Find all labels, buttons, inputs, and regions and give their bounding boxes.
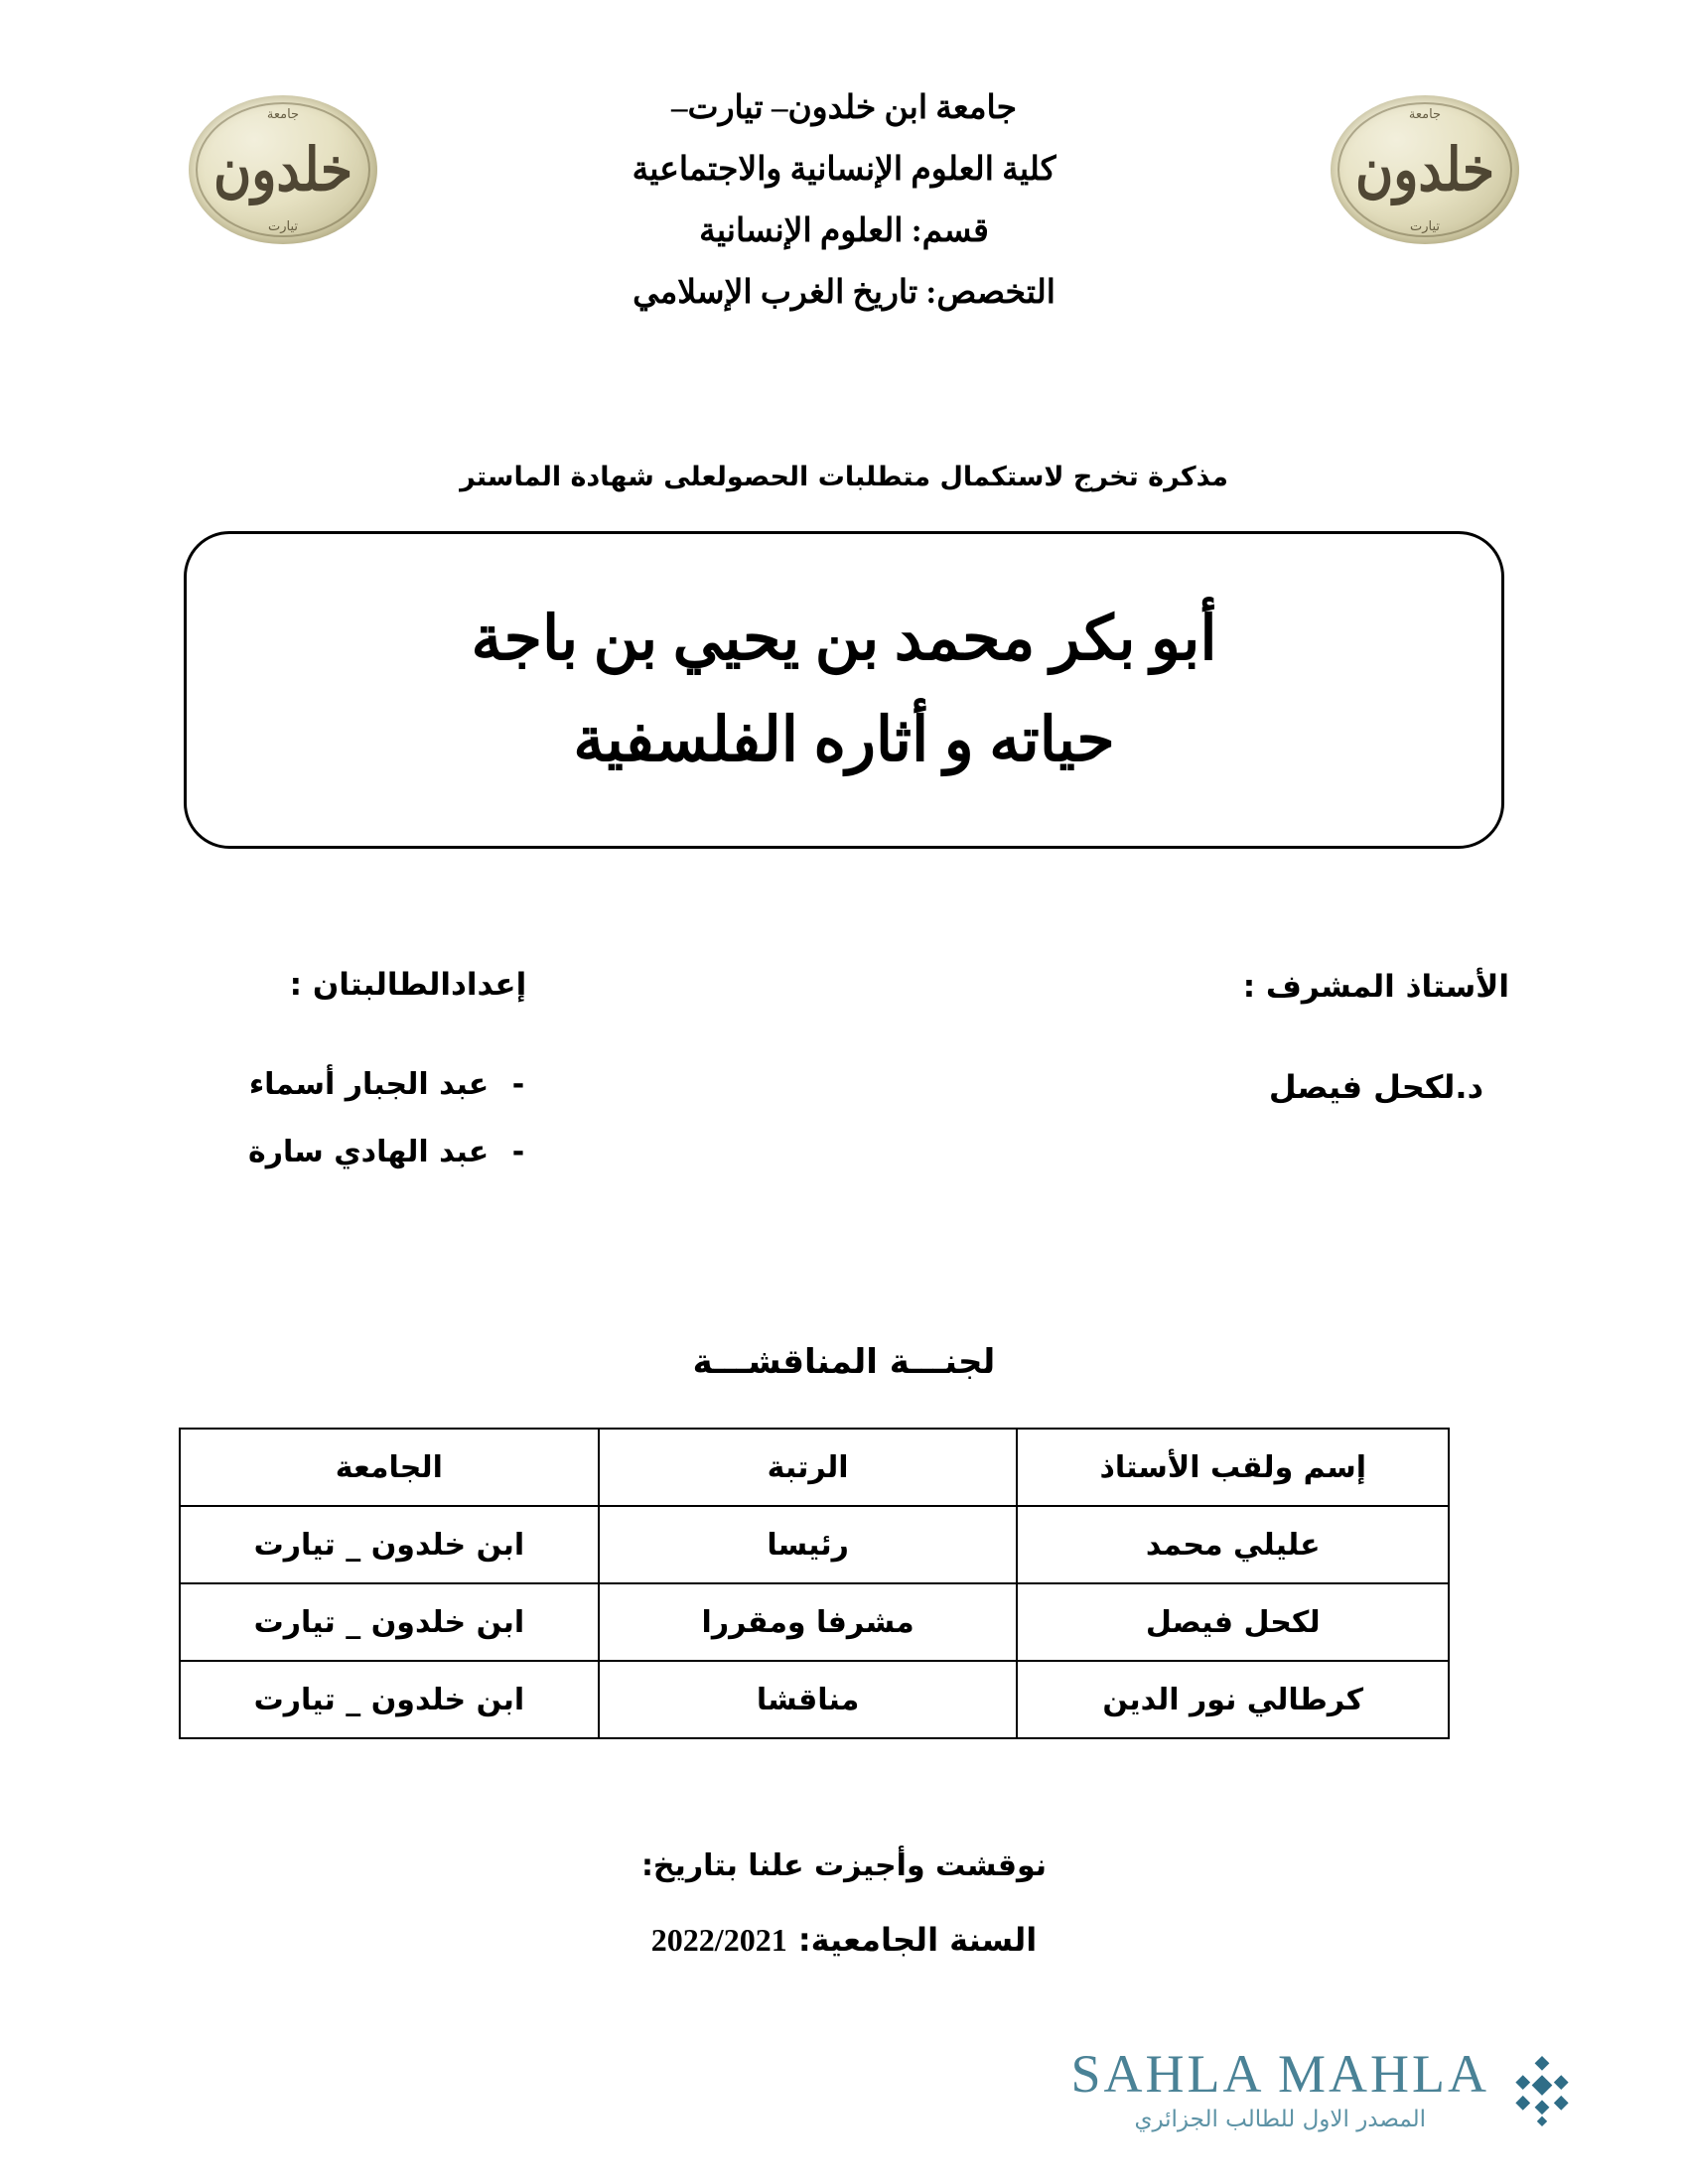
logo-micro-bottom: تيارت [267,219,299,234]
header [0,77,1688,375]
defense-date-label: نوقشت وأجيزت علنا بتاريخ: [640,1848,1048,1883]
sahla-mahla-logo-icon [1505,2053,1579,2126]
cell-name: كرطالي نور الدين [1017,1661,1449,1738]
column-header-name: إسم ولقب الأستاذ [1017,1429,1449,1506]
cell-university: ابن خلدون _ تيارت [180,1506,599,1583]
supervisor-column [1243,958,1509,1121]
list-item: - عبد الجبار أسماء [248,1051,489,1119]
cell-rank: مشرفا ومقررا [599,1583,1018,1661]
logo-micro-top: جامعة [266,107,300,122]
supervisor-name: د.لكحل فيصل [1268,1068,1483,1106]
cell-name: لكحل فيصل [1017,1583,1449,1661]
thesis-title-line-2: حياته و أثاره الفلسفية [573,707,1115,774]
memo-statement: مذكرة تخرج لاستكمال متطلبات الحصولعلى شهادة الماستر [460,462,1228,492]
department-name: قسم: العلوم الإنسانية [699,213,989,249]
supervisor-label: الأستاذ المشرف : [1242,969,1509,1005]
faculty-name: كلية العلوم الإنسانية والاجتماعية [632,152,1056,188]
jury-table [179,1428,1450,1739]
column-header-university: الجامعة [180,1429,599,1506]
logo-micro-top: جامعة [1408,107,1442,122]
cell-name: عليلي محمد [1017,1506,1449,1583]
cell-university: ابن خلدون _ تيارت [180,1583,599,1661]
students-list [248,1051,526,1186]
thesis-title-box [184,531,1504,849]
students-column [248,958,526,1202]
brand-tagline: المصدر الاول للطالب الجزائري [1134,2107,1427,2132]
logo-glyph: خلدون [213,134,352,205]
brand-watermark [1070,2046,1579,2132]
brand-name: SAHLA MAHLA [1070,2044,1489,2105]
students-label: إعدادالطالبتان : [289,967,527,1003]
column-header-rank: الرتبة [599,1429,1018,1506]
cell-rank: رئيسا [599,1506,1018,1583]
brand-text [1070,2046,1489,2132]
table-header-row [180,1429,1449,1506]
list-item: - عبد الهادي سارة [248,1119,489,1186]
cell-rank: مناقشا [599,1661,1018,1738]
university-name: جامعة ابن خلدون– تيارت– [671,90,1017,126]
logo-micro-bottom: تيارت [1409,219,1441,234]
academic-year [0,1921,1688,1959]
academic-year-label: السنة الجامعية: [797,1921,1038,1959]
table-row [180,1583,1449,1661]
academic-year-value: 2022/2021 [650,1922,787,1958]
table-row [180,1506,1449,1583]
logo-glyph: خلدون [1355,134,1494,205]
specialization-name: التخصص: تاريخ الغرب الإسلامي [633,275,1055,311]
jury-heading: لجنـــة المناقشـــة [692,1342,996,1382]
people-section [248,958,1509,1202]
cell-university: ابن خلدون _ تيارت [180,1661,599,1738]
table-row [180,1661,1449,1738]
header-text-block [0,77,1688,324]
thesis-title-line-1: أبو بكر محمد بن يحيي بن باجة [471,606,1217,673]
